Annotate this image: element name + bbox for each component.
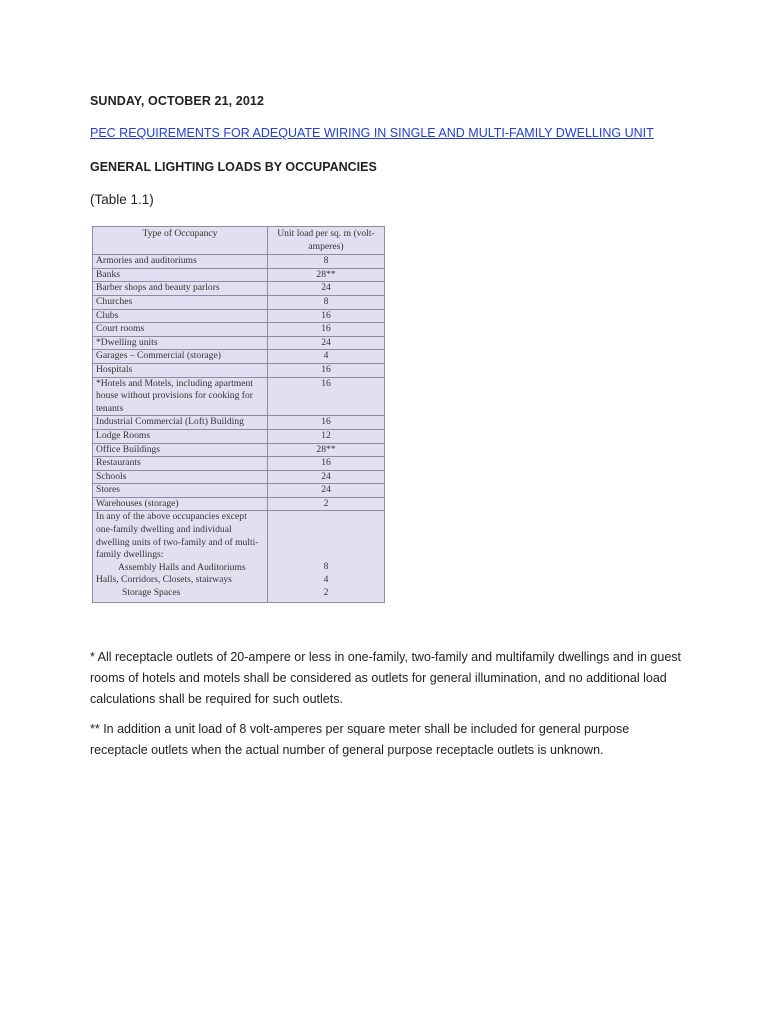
unit-load-cell: 24: [268, 336, 385, 350]
halls-corridors-label: Halls, Corridors, Closets, stairways: [96, 574, 232, 586]
table-header-row: [93, 227, 385, 255]
post-date: SUNDAY, OCTOBER 21, 2012: [90, 94, 265, 108]
table-row: [93, 336, 385, 350]
unit-load-cell: 24: [268, 484, 385, 498]
unit-load-cell: 16: [268, 309, 385, 323]
table-row: [93, 497, 385, 511]
unit-load-cell: 24: [268, 470, 385, 484]
occupancy-type-cell: Office Buildings: [93, 443, 268, 457]
other-occupancies-cell: [93, 511, 268, 602]
occupancy-type-cell: *Hotels and Motels, including apartment house without provisions for cooking for tenants: [93, 377, 268, 416]
occupancy-type-cell: Schools: [93, 470, 268, 484]
other-occupancies-intro: In any of the above occupancies except one-family dwelling and individual dwelling units of two-family and of multi-family dwellings:: [96, 511, 259, 561]
post-title-link[interactable]: PEC REQUIREMENTS FOR ADEQUATE WIRING IN SINGLE AND MULTI-FAMILY DWELLING UNIT: [90, 126, 654, 140]
unit-load-cell: 8: [268, 295, 385, 309]
unit-load-cell: 4: [268, 350, 385, 364]
assembly-halls-label: Assembly Halls and Auditoriums: [118, 561, 246, 573]
table-row: [93, 282, 385, 296]
occupancy-type-cell: Industrial Commercial (Loft) Building: [93, 416, 268, 430]
occupancy-type-cell: Restaurants: [93, 457, 268, 471]
occupancy-type-cell: Hospitals: [93, 363, 268, 377]
storage-spaces-load: 2: [323, 586, 329, 598]
header-type-of-occupancy: Type of Occupancy: [93, 227, 268, 255]
unit-load-cell: 8: [268, 255, 385, 269]
section-heading: GENERAL LIGHTING LOADS BY OCCUPANCIES: [90, 160, 377, 174]
table-row: [93, 255, 385, 269]
table-row: [93, 323, 385, 337]
occupancy-type-cell: Clubs: [93, 309, 268, 323]
occupancy-type-cell: Lodge Rooms: [93, 429, 268, 443]
table-row: [93, 443, 385, 457]
unit-load-cell: 16: [268, 416, 385, 430]
table-row: [93, 350, 385, 364]
table-row: [93, 363, 385, 377]
table-row: [93, 484, 385, 498]
header-unit-load: Unit load per sq. m (volt-amperes): [268, 227, 385, 255]
unit-load-cell: 2: [268, 497, 385, 511]
occupancy-type-cell: Armories and auditoriums: [93, 255, 268, 269]
table-body: [93, 255, 385, 511]
unit-load-cell: 16: [268, 323, 385, 337]
unit-load-cell: 16: [268, 363, 385, 377]
unit-load-cell: 28**: [268, 268, 385, 282]
occupancy-type-cell: Churches: [93, 295, 268, 309]
unit-load-cell: 24: [268, 282, 385, 296]
unit-load-cell: 16: [268, 457, 385, 471]
footnote-single-asterisk: * All receptacle outlets of 20-ampere or less in one-family, two-family and multifamily dwellings and in guest rooms of hotels and motels shall be considered as outlets for general illumination, and no additional load calculations shall be required for such outlets.: [90, 650, 682, 706]
unit-load-cell: 12: [268, 429, 385, 443]
occupancy-type-cell: *Dwelling units: [93, 336, 268, 350]
occupancy-type-cell: Garages – Commercial (storage): [93, 350, 268, 364]
unit-load-cell: 28**: [268, 443, 385, 457]
occupancy-type-cell: Barber shops and beauty parlors: [93, 282, 268, 296]
other-occupancies-load-cell: [268, 511, 385, 602]
table-row-other-occupancies: [93, 511, 385, 602]
table-row: [93, 457, 385, 471]
storage-spaces-label: Storage Spaces: [122, 587, 181, 599]
table-row: [93, 295, 385, 309]
occupancy-type-cell: Court rooms: [93, 323, 268, 337]
table-reference: (Table 1.1): [90, 192, 154, 207]
occupancy-type-cell: Banks: [93, 268, 268, 282]
occupancy-type-cell: Warehouses (storage): [93, 497, 268, 511]
assembly-halls-load: 8: [323, 561, 329, 573]
table-row: [93, 470, 385, 484]
table-row: [93, 309, 385, 323]
unit-load-cell: 16: [268, 377, 385, 416]
halls-corridors-load: 4: [323, 574, 329, 586]
table-row: [93, 429, 385, 443]
footnote-double-asterisk: ** In addition a unit load of 8 volt-amperes per square meter shall be included for general purpose receptacle outlets when the actual number of general purpose receptacle outlets is unknown.: [90, 722, 630, 757]
table-row: [93, 268, 385, 282]
table-row: [93, 416, 385, 430]
occupancy-type-cell: Stores: [93, 484, 268, 498]
lighting-loads-table: [92, 226, 385, 603]
table-row: [93, 377, 385, 416]
